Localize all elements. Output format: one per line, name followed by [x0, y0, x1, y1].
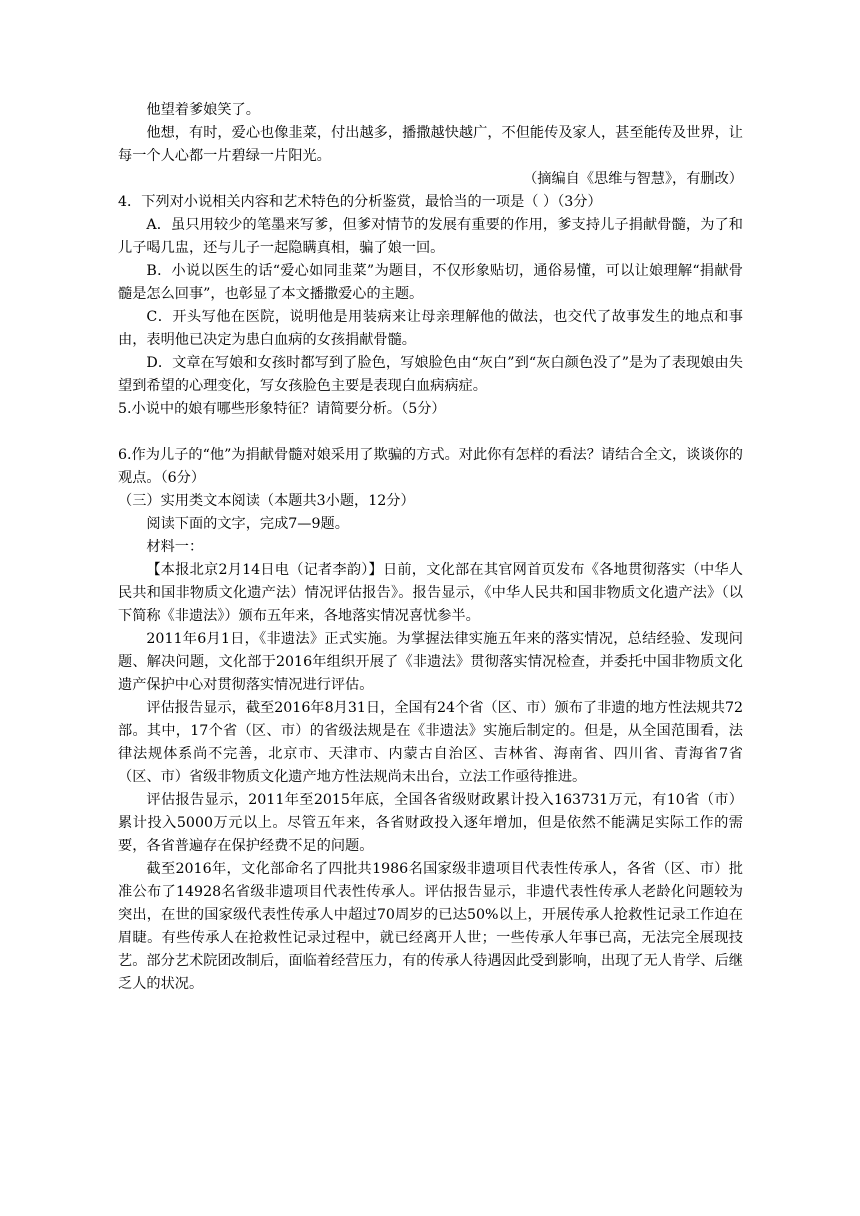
- material-paragraph: 截至2016年，文化部命名了四批共1986名国家级非遗项目代表性传承人，各省（区、市）批准公布了14928名省级非遗项目代表性传承人。评估报告显示，非遗代表性传承人老龄化问题较为突出，在世的国家级代表性传承人中超过70周岁的已达50%以上，开展传承人抢救性记录工作迫在眉睫。有些传承人在抢救性记录过程中，就已经离开人世；一些传承人年事已高，无法完全展现技艺。部分艺术院团改制后，面临着经营压力，有的传承人待遇因此受到影响，出现了无人肯学、后继乏人的状况。: [118, 861, 743, 992]
- source-note: （摘编自《思维与智慧》，有删改）: [523, 171, 743, 187]
- material-paragraph: 评估报告显示，2011年至2015年底，全国各省级财政累计投入163731万元，有10省（市）累计投入5000万元以上。尽管五年来，各省财政投入逐年增加，但是依然不能满足实际工作的需要，各省普遍存在保护经费不足的问题。: [118, 792, 743, 854]
- option-b: B．小说以医生的话“爱心如同韭菜”为题目，不仅形象贴切，通俗易懂，可以让娘理解“捐献骨髓是怎么回事”，也彰显了本文播撒爱心的主题。: [118, 263, 743, 302]
- question-5: 5.小说中的娘有哪些形象特征？请简要分析。（5分）: [118, 401, 446, 417]
- question-6: 6.作为儿子的“他”为捐献骨髓对娘采用了欺骗的方式。对此你有怎样的看法？请结合全文，谈谈你的观点。（6分）: [118, 447, 743, 486]
- option-a: A．虽只用较少的笔墨来写爹，但爹对情节的发展有重要的作用，爹支持儿子捐献骨髓，为了和儿子喝几盅，还与儿子一起隐瞒真相，骗了娘一回。: [118, 217, 743, 256]
- material-paragraph: 评估报告显示，截至2016年8月31日，全国有24个省（区、市）颁布了非遗的地方性法规共72部。其中，17个省（区、市）的省级法规是在《非遗法》实施后制定的。但是，从全国范围看，法律法规体系尚不完善，北京市、天津市、内蒙古自治区、吉林省、海南省、四川省、青海省7省（区、市）省级非物质文化遗产地方性法规尚未出台，立法工作亟待推进。: [118, 700, 743, 785]
- page-content: [118, 99, 743, 996]
- option-c: C．开头写他在医院，说明他是用装病来让母亲理解他的做法，也交代了故事发生的地点和事由，表明他已决定为患白血病的女孩捐献骨髓。: [118, 309, 743, 348]
- section-heading: （三）实用类文本阅读（本题共3小题，12分）: [118, 493, 415, 509]
- question-4-stem: 4．下列对小说相关内容和艺术特色的分析鉴赏，最恰当的一项是（ ）（3分）: [118, 194, 602, 210]
- answer-space: [118, 421, 743, 444]
- material-paragraph: 【本报北京2月14日电（记者李韵）】日前，文化部在其官网首页发布《各地贯彻落实（中华人民共和国非物质文化遗产法）情况评估报告》。报告显示，《中华人民共和国非物质文化遗产法》（以下简称《非遗法》）颁布五年来，各地落实情况喜忧参半。: [118, 562, 743, 624]
- story-paragraph: 他想，有时，爱心也像韭菜，付出越多，播撒越快越广，不但能传及家人，甚至能传及世界，让每一个人心都一片碧绿一片阳光。: [118, 125, 743, 164]
- section-instruction: 阅读下面的文字，完成7—9题。: [146, 516, 349, 532]
- material-paragraph: 2011年6月1日，《非遗法》正式实施。为掌握法律实施五年来的落实情况，总结经验、发现问题、解决问题，文化部于2016年组织开展了《非遗法》贯彻落实情况检查，并委托中国非物质文化遗产保护中心对贯彻落实情况进行评估。: [118, 631, 743, 693]
- story-paragraph: 他望着爹娘笑了。: [146, 102, 260, 118]
- material-label: 材料一：: [146, 539, 204, 555]
- option-d: D．文章在写娘和女孩时都写到了脸色，写娘脸色由“灰白”到“灰白颜色没了”是为了表现娘由失望到希望的心理变化，写女孩脸色主要是表现白血病病症。: [118, 355, 743, 394]
